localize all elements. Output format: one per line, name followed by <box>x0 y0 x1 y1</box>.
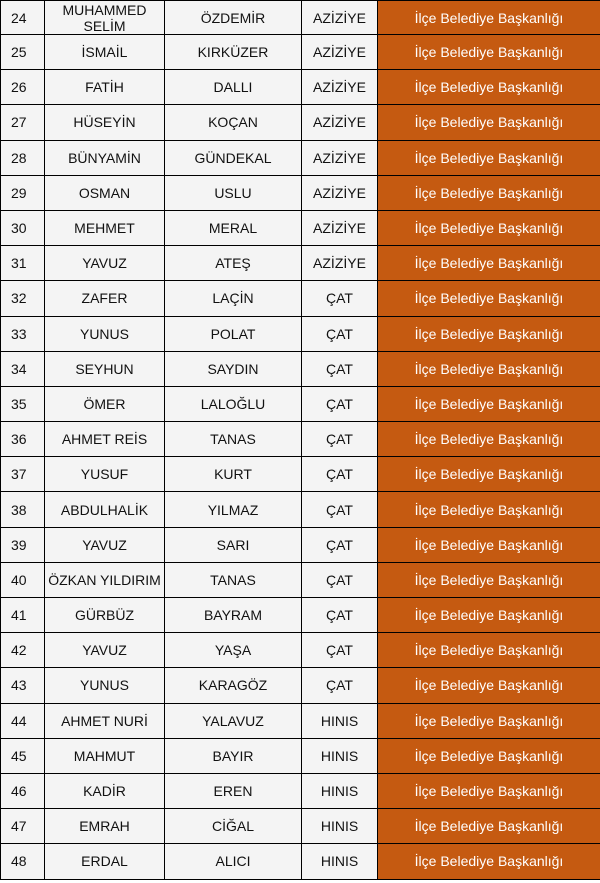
first-name-cell: GÜRBÜZ <box>45 598 165 633</box>
district-cell: ÇAT <box>302 598 378 633</box>
district-cell: AZİZİYE <box>302 210 378 245</box>
position-cell: İlçe Belediye Başkanlığı <box>378 598 600 633</box>
row-number: 42 <box>1 633 45 668</box>
first-name-cell: YUSUF <box>45 457 165 492</box>
district-cell: ÇAT <box>302 422 378 457</box>
row-number: 47 <box>1 809 45 844</box>
last-name-cell: EREN <box>165 773 302 808</box>
table-row <box>1 633 600 668</box>
district-cell: ÇAT <box>302 668 378 703</box>
last-name-cell: DALLI <box>165 70 302 105</box>
last-name-cell: POLAT <box>165 316 302 351</box>
table-row <box>1 140 600 175</box>
table-row <box>1 316 600 351</box>
table-row <box>1 598 600 633</box>
last-name-cell: USLU <box>165 175 302 210</box>
table-row <box>1 562 600 597</box>
first-name-cell: MAHMUT <box>45 738 165 773</box>
row-number: 44 <box>1 703 45 738</box>
table-row <box>1 492 600 527</box>
position-cell: İlçe Belediye Başkanlığı <box>378 210 600 245</box>
district-cell: AZİZİYE <box>302 246 378 281</box>
district-cell: HINIS <box>302 809 378 844</box>
table-row <box>1 386 600 421</box>
first-name-cell: YUNUS <box>45 668 165 703</box>
position-cell: İlçe Belediye Başkanlığı <box>378 633 600 668</box>
table-row <box>1 668 600 703</box>
last-name-cell: SAYDIN <box>165 351 302 386</box>
row-number: 48 <box>1 844 45 879</box>
first-name-cell: YAVUZ <box>45 633 165 668</box>
position-cell: İlçe Belediye Başkanlığı <box>378 386 600 421</box>
district-cell: AZİZİYE <box>302 1 378 35</box>
table-row <box>1 773 600 808</box>
last-name-cell: TANAS <box>165 562 302 597</box>
table-row <box>1 844 600 879</box>
table-row <box>1 70 600 105</box>
first-name-cell: YUNUS <box>45 316 165 351</box>
position-cell: İlçe Belediye Başkanlığı <box>378 105 600 140</box>
last-name-cell: SARI <box>165 527 302 562</box>
table-row <box>1 105 600 140</box>
first-name-cell: HÜSEYİN <box>45 105 165 140</box>
table-row <box>1 351 600 386</box>
first-name-cell: İSMAİL <box>45 35 165 70</box>
table-body <box>1 1 600 880</box>
row-number: 40 <box>1 562 45 597</box>
last-name-cell: GÜNDEKAL <box>165 140 302 175</box>
row-number: 37 <box>1 457 45 492</box>
table-row <box>1 809 600 844</box>
position-cell: İlçe Belediye Başkanlığı <box>378 246 600 281</box>
position-cell: İlçe Belediye Başkanlığı <box>378 527 600 562</box>
position-cell: İlçe Belediye Başkanlığı <box>378 1 600 35</box>
table-row <box>1 1 600 35</box>
table-row <box>1 175 600 210</box>
district-cell: AZİZİYE <box>302 175 378 210</box>
first-name-cell: ÖZKAN YILDIRIM <box>45 562 165 597</box>
position-cell: İlçe Belediye Başkanlığı <box>378 809 600 844</box>
last-name-cell: BAYIR <box>165 738 302 773</box>
last-name-cell: BAYRAM <box>165 598 302 633</box>
district-cell: ÇAT <box>302 316 378 351</box>
first-name-cell: MEHMET <box>45 210 165 245</box>
row-number: 32 <box>1 281 45 316</box>
row-number: 46 <box>1 773 45 808</box>
first-name-cell: AHMET REİS <box>45 422 165 457</box>
last-name-cell: YAŞA <box>165 633 302 668</box>
first-name-cell: SEYHUN <box>45 351 165 386</box>
position-cell: İlçe Belediye Başkanlığı <box>378 281 600 316</box>
position-cell: İlçe Belediye Başkanlığı <box>378 562 600 597</box>
table-row <box>1 527 600 562</box>
last-name-cell: ATEŞ <box>165 246 302 281</box>
district-cell: AZİZİYE <box>302 35 378 70</box>
first-name-cell: EMRAH <box>45 809 165 844</box>
first-name-cell: AHMET NURİ <box>45 703 165 738</box>
table-row <box>1 738 600 773</box>
last-name-cell: KOÇAN <box>165 105 302 140</box>
last-name-cell: TANAS <box>165 422 302 457</box>
last-name-cell: MERAL <box>165 210 302 245</box>
district-cell: ÇAT <box>302 281 378 316</box>
district-cell: ÇAT <box>302 351 378 386</box>
table-row <box>1 210 600 245</box>
first-name-cell: ABDULHALİK <box>45 492 165 527</box>
table-row <box>1 281 600 316</box>
position-cell: İlçe Belediye Başkanlığı <box>378 703 600 738</box>
last-name-cell: KURT <box>165 457 302 492</box>
position-cell: İlçe Belediye Başkanlığı <box>378 35 600 70</box>
last-name-cell: LALOĞLU <box>165 386 302 421</box>
first-name-cell: BÜNYAMİN <box>45 140 165 175</box>
first-name-cell: OSMAN <box>45 175 165 210</box>
table-row <box>1 457 600 492</box>
row-number: 25 <box>1 35 45 70</box>
district-cell: ÇAT <box>302 527 378 562</box>
district-cell: ÇAT <box>302 492 378 527</box>
district-cell: ÇAT <box>302 633 378 668</box>
row-number: 29 <box>1 175 45 210</box>
last-name-cell: CİĞAL <box>165 809 302 844</box>
table-row <box>1 422 600 457</box>
position-cell: İlçe Belediye Başkanlığı <box>378 844 600 879</box>
row-number: 39 <box>1 527 45 562</box>
row-number: 45 <box>1 738 45 773</box>
position-cell: İlçe Belediye Başkanlığı <box>378 668 600 703</box>
row-number: 31 <box>1 246 45 281</box>
district-cell: AZİZİYE <box>302 140 378 175</box>
position-cell: İlçe Belediye Başkanlığı <box>378 351 600 386</box>
first-name-cell: YAVUZ <box>45 246 165 281</box>
row-number: 41 <box>1 598 45 633</box>
row-number: 38 <box>1 492 45 527</box>
table-row <box>1 35 600 70</box>
table-row <box>1 703 600 738</box>
row-number: 30 <box>1 210 45 245</box>
row-number: 33 <box>1 316 45 351</box>
last-name-cell: YALAVUZ <box>165 703 302 738</box>
district-cell: AZİZİYE <box>302 105 378 140</box>
district-cell: ÇAT <box>302 386 378 421</box>
first-name-cell: FATİH <box>45 70 165 105</box>
position-cell: İlçe Belediye Başkanlığı <box>378 457 600 492</box>
table-row <box>1 246 600 281</box>
first-name-cell: YAVUZ <box>45 527 165 562</box>
first-name-cell: KADİR <box>45 773 165 808</box>
last-name-cell: YILMAZ <box>165 492 302 527</box>
last-name-cell: LAÇİN <box>165 281 302 316</box>
last-name-cell: ALICI <box>165 844 302 879</box>
position-cell: İlçe Belediye Başkanlığı <box>378 316 600 351</box>
position-cell: İlçe Belediye Başkanlığı <box>378 422 600 457</box>
position-cell: İlçe Belediye Başkanlığı <box>378 175 600 210</box>
position-cell: İlçe Belediye Başkanlığı <box>378 70 600 105</box>
row-number: 36 <box>1 422 45 457</box>
last-name-cell: KARAGÖZ <box>165 668 302 703</box>
position-cell: İlçe Belediye Başkanlığı <box>378 738 600 773</box>
district-cell: AZİZİYE <box>302 70 378 105</box>
district-cell: HINIS <box>302 703 378 738</box>
row-number: 35 <box>1 386 45 421</box>
row-number: 24 <box>1 1 45 35</box>
district-cell: HINIS <box>302 844 378 879</box>
last-name-cell: KIRKÜZER <box>165 35 302 70</box>
first-name-cell: ERDAL <box>45 844 165 879</box>
district-cell: ÇAT <box>302 457 378 492</box>
position-cell: İlçe Belediye Başkanlığı <box>378 492 600 527</box>
first-name-cell: ZAFER <box>45 281 165 316</box>
row-number: 28 <box>1 140 45 175</box>
row-number: 34 <box>1 351 45 386</box>
first-name-cell: MUHAMMED SELİM <box>45 1 165 35</box>
first-name-cell: ÖMER <box>45 386 165 421</box>
district-cell: ÇAT <box>302 562 378 597</box>
last-name-cell: ÖZDEMİR <box>165 1 302 35</box>
position-cell: İlçe Belediye Başkanlığı <box>378 773 600 808</box>
row-number: 27 <box>1 105 45 140</box>
row-number: 26 <box>1 70 45 105</box>
position-cell: İlçe Belediye Başkanlığı <box>378 140 600 175</box>
district-cell: HINIS <box>302 738 378 773</box>
row-number: 43 <box>1 668 45 703</box>
district-cell: HINIS <box>302 773 378 808</box>
